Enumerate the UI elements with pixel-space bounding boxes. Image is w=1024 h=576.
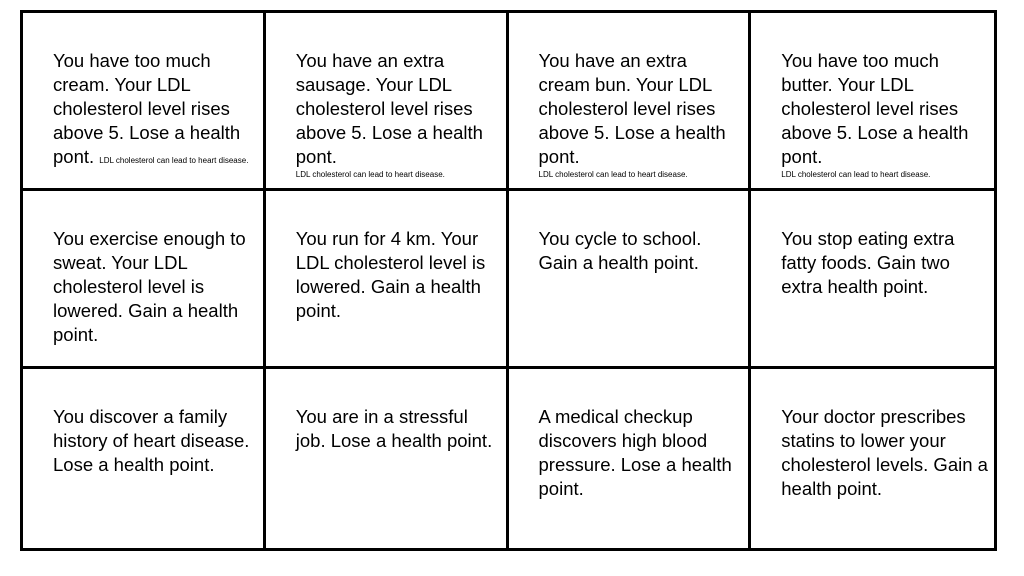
health-card xyxy=(509,13,752,191)
card-text: You run for 4 km. Your LDL cholesterol level is lowered. Gain a health point. xyxy=(295,228,486,321)
health-card xyxy=(23,13,266,191)
card-text: You have too much cream. Your LDL cholesterol level rises above 5. Lose a health pont. xyxy=(53,50,241,167)
card-note: LDL cholesterol can lead to heart disease. xyxy=(781,170,931,179)
card-text: You discover a family history of heart disease. Lose a health point. xyxy=(53,406,250,475)
health-card xyxy=(751,369,994,548)
health-card xyxy=(509,191,752,369)
card-text: A medical checkup discovers high blood pressure. Lose a health point. xyxy=(538,406,732,499)
card-text: You have too much butter. Your LDL cholesterol level rises above 5. Lose a health pont. xyxy=(781,50,969,167)
health-card xyxy=(23,191,266,369)
card-sheet xyxy=(20,10,997,551)
card-text: You cycle to school. Gain a health point. xyxy=(538,228,702,273)
card-text: You are in a stressful job. Lose a health point. xyxy=(295,406,493,451)
health-card xyxy=(509,369,752,548)
health-card xyxy=(266,191,509,369)
health-card xyxy=(751,191,994,369)
card-text: You have an extra cream bun. Your LDL cholesterol level rises above 5. Lose a health pont. xyxy=(538,50,726,167)
card-text: You exercise enough to sweat. Your LDL cholesterol level is lowered. Gain a health point. xyxy=(53,228,246,345)
card-text-wrapper xyxy=(53,49,257,169)
health-card xyxy=(266,369,509,548)
health-card xyxy=(751,13,994,191)
card-text: You have an extra sausage. Your LDL cholesterol level rises above 5. Lose a health pont. xyxy=(295,50,483,167)
card-note: LDL cholesterol can lead to heart disease. xyxy=(295,170,445,179)
card-text: Your doctor prescribes statins to lower your cholesterol levels. Gain a health point. xyxy=(781,406,988,499)
card-text: You stop eating extra fatty foods. Gain two extra health point. xyxy=(781,228,955,297)
health-card xyxy=(23,369,266,548)
card-note: LDL cholesterol can lead to heart disease. xyxy=(538,170,688,179)
card-note: LDL cholesterol can lead to heart disease. xyxy=(99,156,249,165)
health-card xyxy=(266,13,509,191)
